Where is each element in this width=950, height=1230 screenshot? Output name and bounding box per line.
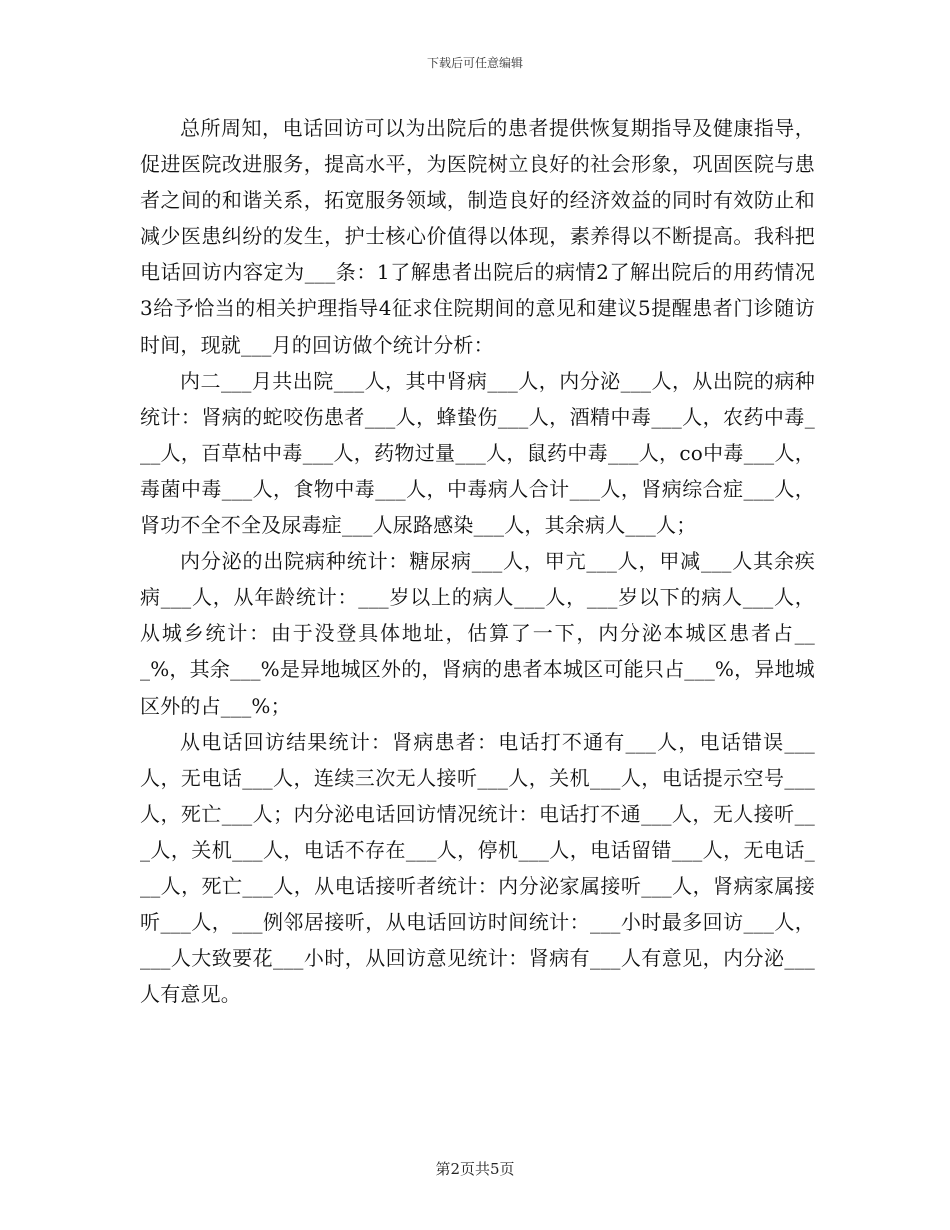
paragraph-discharge-stats: 内二___月共出院___人，其中肾病___人，内分泌___人，从出院的病种统计：肾病的蛇咬伤患者___人，蜂蛰伤___人，酒精中毒___人，农药中毒___人，百草枯中毒___人，药物过量___人，鼠药中毒___人，co中毒___人，毒菌中毒___人，食物中毒___人，中毒病人合计___人，肾病综合症___人，肾功不全不全及尿毒症___人尿路感染___人，其余病人___人； xyxy=(140,368,815,538)
paragraph-endocrine-stats: 内分泌的出院病种统计：糖尿病___人，甲亢___人，甲减___人其余疾病___人，从年龄统计：___岁以上的病人___人，___岁以下的病人___人，从城乡统计：由于没登具体地址，估算了一下，内分泌本城区患者占___%，其余___%是异地城区外的，肾病的患者本城区可能只占___%，异地城区外的占___%； xyxy=(140,549,815,718)
paragraph-callback-results: 从电话回访结果统计：肾病患者：电话打不通有___人，电话错误___人，无电话___人，连续三次无人接听___人，关机___人，电话提示空号___人，死亡___人；内分泌电话回访情况统计：电话打不通___人，无人接听___人，关机___人，电话不存在___人，停机___人，电话留错___人，无电话___人，死亡___人，从电话接听者统计：内分泌家属接听___人，肾病家属接听___人，___例邻居接听，从电话回访时间统计：___小时最多回访___人，___人大致要花___小时，从回访意见统计：肾病有___人有意见，内分泌___人有意见。 xyxy=(140,729,815,1007)
paragraph-intro: 总所周知，电话回访可以为出院后的患者提供恢复期指导及健康指导，促进医院改进服务，提高水平，为医院树立良好的社会形象，巩固医院与患者之间的和谐关系，拓宽服务领域，制造良好的经济效益的同时有效防止和减少医患纠纷的发生，护士核心价值得以体现，素养得以不断提高。我科把电话回访内容定为___条：1了解患者出院后的病情2了解出院后的用药情况3给予恰当的相关护理指导4征求住院期间的意见和建议5提醒患者门诊随访时间，现就___月的回访做个统计分析： xyxy=(140,116,815,357)
page-header: 下载后可任意编辑 xyxy=(426,56,523,70)
page-footer: 第2页共5页 xyxy=(435,1160,515,1178)
document-body xyxy=(140,110,815,1012)
